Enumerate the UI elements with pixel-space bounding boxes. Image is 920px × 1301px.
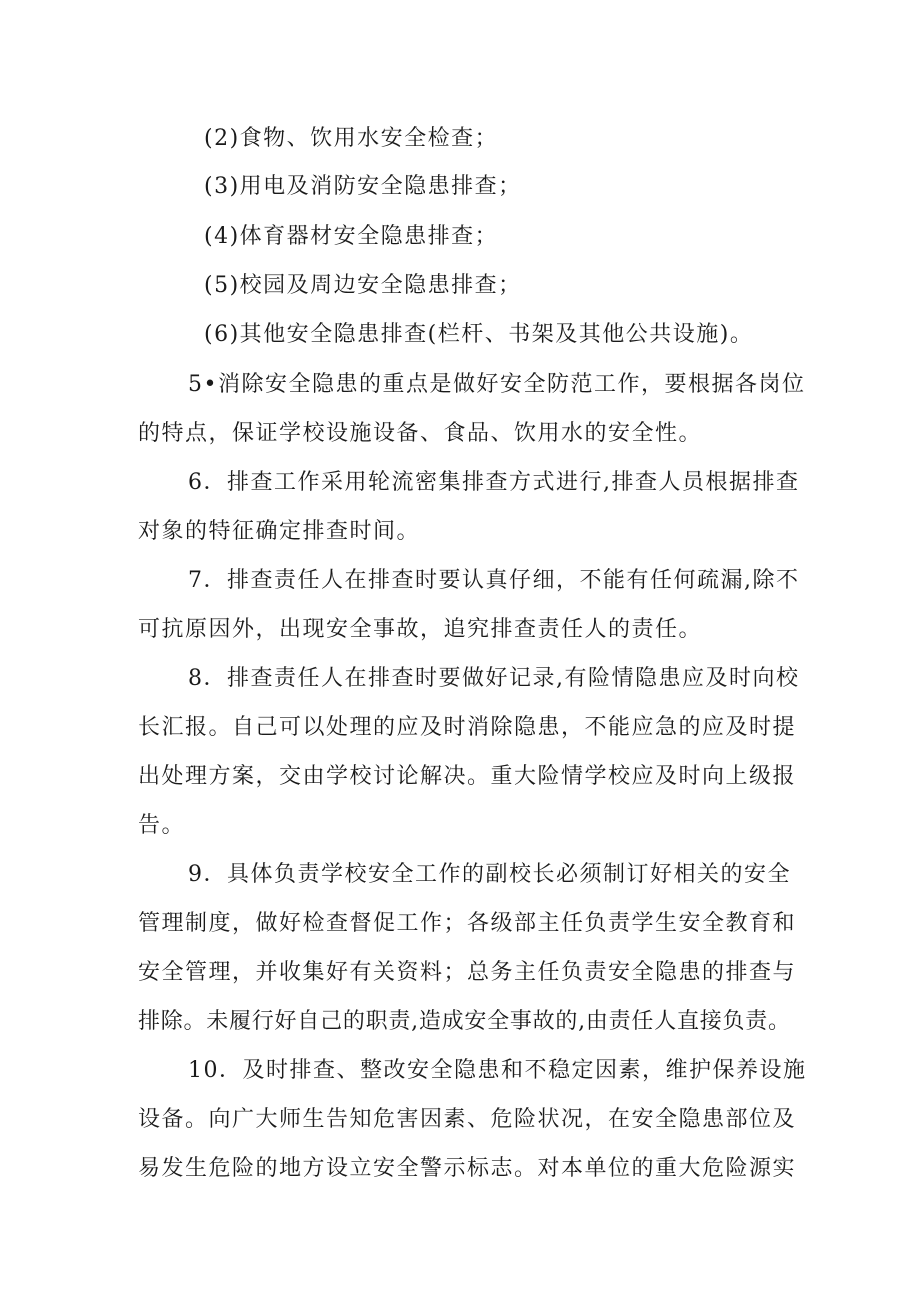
paragraph-line: 的特点，保证学校设施设备、食品、饮用水的安全性。 <box>138 421 703 446</box>
paragraph-line: 9．具体负责学校安全工作的副校长必须制订好相关的安全 <box>188 862 791 887</box>
list-item: (3)用电及消防安全隐患排查； <box>204 174 522 199</box>
paragraph-line: 长汇报。自己可以处理的应及时消除隐患，不能应急的应及时提 <box>138 715 797 740</box>
paragraph-line: 排除。未履行好自己的职责,造成安全事故的,由责任人直接负责。 <box>138 1009 790 1034</box>
list-item: (6)其他安全隐患排查(栏杆、书架及其他公共设施)。 <box>204 322 754 347</box>
list-item: (2)食物、饮用水安全检查； <box>204 126 499 151</box>
paragraph-line: 易发生危险的地方设立安全警示标志。对本单位的重大危险源实 <box>138 1156 797 1181</box>
paragraph-line: 10．及时排查、整改安全隐患和不稳定因素，维护保养设施 <box>188 1058 807 1083</box>
paragraph-line: 可抗原因外，出现安全事故，追究排查责任人的责任。 <box>138 617 703 642</box>
paragraph-line: 5•消除安全隐患的重点是做好安全防范工作，要根据各岗位 <box>188 372 806 397</box>
paragraph-line: 设备。向广大师生告知危害因素、危险状况，在安全隐患部位及 <box>138 1107 797 1132</box>
paragraph-line: 管理制度，做好检查督促工作；各级部主任负责学生安全教育和 <box>138 911 797 936</box>
paragraph-line: 7．排查责任人在排查时要认真仔细，不能有任何疏漏,除不 <box>188 568 800 593</box>
paragraph-line: 安全管理，并收集好有关资料；总务主任负责安全隐患的排查与 <box>138 960 797 985</box>
paragraph-line: 对象的特征确定排查时间。 <box>138 519 421 544</box>
paragraph-line: 出处理方案，交由学校讨论解决。重大险情学校应及时向上级报 <box>138 764 797 789</box>
list-item: (5)校园及周边安全隐患排查； <box>204 273 522 298</box>
paragraph-line: 告。 <box>138 813 186 838</box>
paragraph-line: 6．排查工作采用轮流密集排查方式进行,排查人员根据排查 <box>188 470 800 495</box>
list-item: (4)体育器材安全隐患排查； <box>204 224 499 249</box>
paragraph-line: 8．排查责任人在排查时要做好记录,有险情隐患应及时向校 <box>188 666 800 691</box>
